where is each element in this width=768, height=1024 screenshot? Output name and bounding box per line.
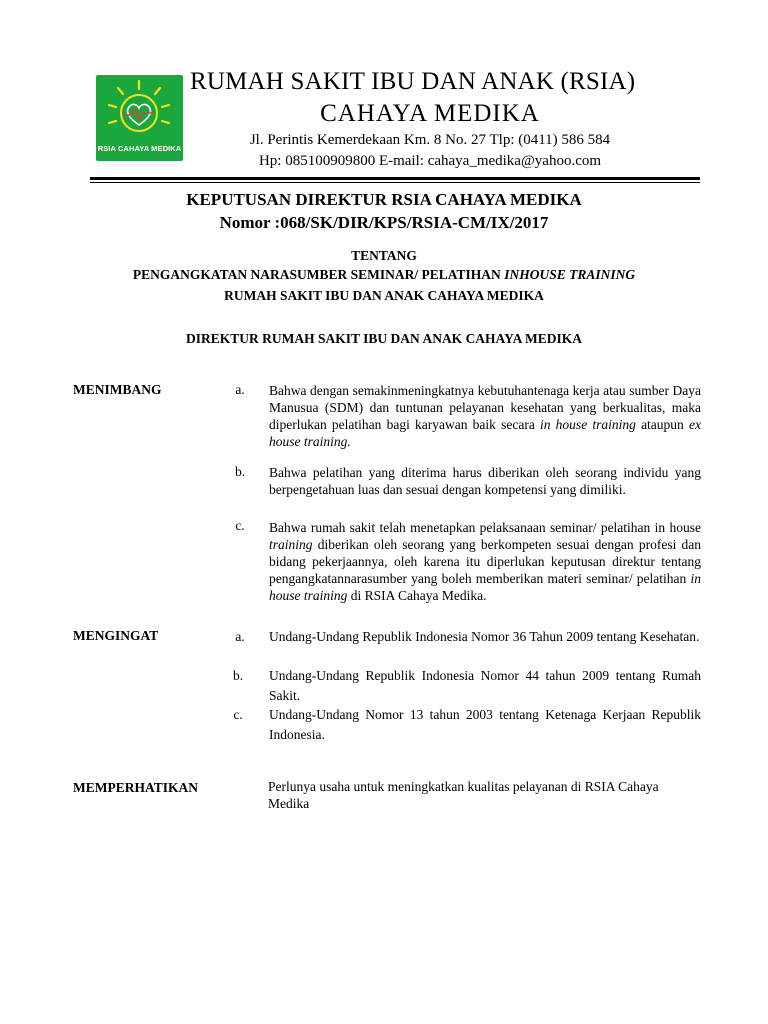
- menimbang-c-italic1: training: [269, 537, 313, 552]
- menimbang-c-body1: Bahwa rumah sakit telah menetapkan pelaksanaan seminar/ pelatihan in house: [269, 520, 701, 535]
- director-line: DIREKTUR RUMAH SAKIT IBU DAN ANAK CAHAYA MEDIKA: [186, 331, 582, 346]
- decision-subject-line2: RUMAH SAKIT IBU DAN ANAK CAHAYA MEDIKA: [224, 288, 544, 303]
- menimbang-c-letter: c.: [235, 518, 245, 533]
- menimbang-c-text: [269, 519, 701, 604]
- subject-text: PENGANGKATAN NARASUMBER SEMINAR/ PELATIHAN: [132, 267, 501, 282]
- menimbang-c-italic2: in house training: [269, 571, 702, 603]
- menimbang-a-text: [269, 382, 701, 450]
- header-rule-thin: [90, 182, 700, 183]
- mengingat-c-text: Undang-Undang Nomor 13 tahun 2003 tentang Ketenaga Kerjaan Republik Indonesia.: [269, 707, 701, 742]
- menimbang-b-text: Bahwa pelatihan yang diterima harus diberikan oleh seorang individu yang berpengetahuan luas dan sesuai dengan kompetensi yang dimiliki.: [269, 465, 701, 497]
- hospital-contact: Hp: 085100909800 E-mail: cahaya_medika@yahoo.com: [258, 153, 602, 169]
- decision-about: TENTANG: [351, 248, 417, 263]
- mengingat-c-letter: c.: [233, 707, 243, 722]
- hospital-address: Jl. Perintis Kemerdekaan Km. 8 No. 27 Tlp: (0411) 586 584: [249, 132, 611, 148]
- mengingat-a-letter: a.: [235, 629, 245, 644]
- header-rule-thick: [90, 177, 700, 180]
- menimbang-a-italic1: in house training: [540, 417, 636, 432]
- menimbang-a-letter: a.: [235, 382, 245, 397]
- menimbang-a-italic2: ex house training.: [269, 417, 701, 449]
- mengingat-b-letter: b.: [232, 668, 244, 683]
- menimbang-b-letter: b.: [234, 464, 246, 479]
- menimbang-label: MENIMBANG: [73, 382, 162, 397]
- memperhatikan-label: MEMPERHATIKAN: [73, 780, 198, 795]
- menimbang-a-mid: ataupun: [641, 417, 684, 432]
- mengingat-b-text: Undang-Undang Republik Indonesia Nomor 44 tahun 2009 tentang Rumah Sakit.: [269, 668, 701, 703]
- decision-subject-line1: [60, 267, 708, 283]
- memperhatikan-text: Perlunya usaha untuk meningkatkan kualitas pelayanan di RSIA Cahaya Medika: [268, 779, 659, 811]
- decision-title: KEPUTUSAN DIREKTUR RSIA CAHAYA MEDIKA: [186, 190, 582, 209]
- hospital-name: RUMAH SAKIT IBU DAN ANAK (RSIA): [190, 68, 636, 95]
- menimbang-c-body2: diberikan oleh seorang yang berkompeten sesuai dengan profesi dan bidang pekerjaannya, oleh karena itu diperlukan keputusan direktur tentang pengangkatannarasumber yang boleh memberikan materi seminar/ pelatihan: [269, 537, 701, 586]
- mengingat-label: MENGINGAT: [73, 628, 159, 643]
- hospital-logo: [96, 75, 183, 161]
- subject-italic: INHOUSE TRAINING: [504, 267, 636, 282]
- hospital-subname: CAHAYA MEDIKA: [320, 100, 540, 127]
- menimbang-a-body: Bahwa dengan semakinmeningkatnya kebutuhantenaga kerja atau sumber Daya Manusua (SDM) dan tuntunan pelayanan kesehatan yang berkualitas, maka diperlukan pelatihan bagi karyawan baik secara: [269, 383, 701, 432]
- menimbang-c-body3: di RSIA Cahaya Medika.: [350, 588, 487, 603]
- logo-label: RSIA CAHAYA MEDIKA: [97, 144, 182, 153]
- decision-number: Nomor :068/SK/DIR/KPS/RSIA-CM/IX/2017: [219, 213, 549, 232]
- mengingat-a-text: Undang-Undang Republik Indonesia Nomor 36 Tahun 2009 tentang Kesehatan.: [269, 629, 700, 644]
